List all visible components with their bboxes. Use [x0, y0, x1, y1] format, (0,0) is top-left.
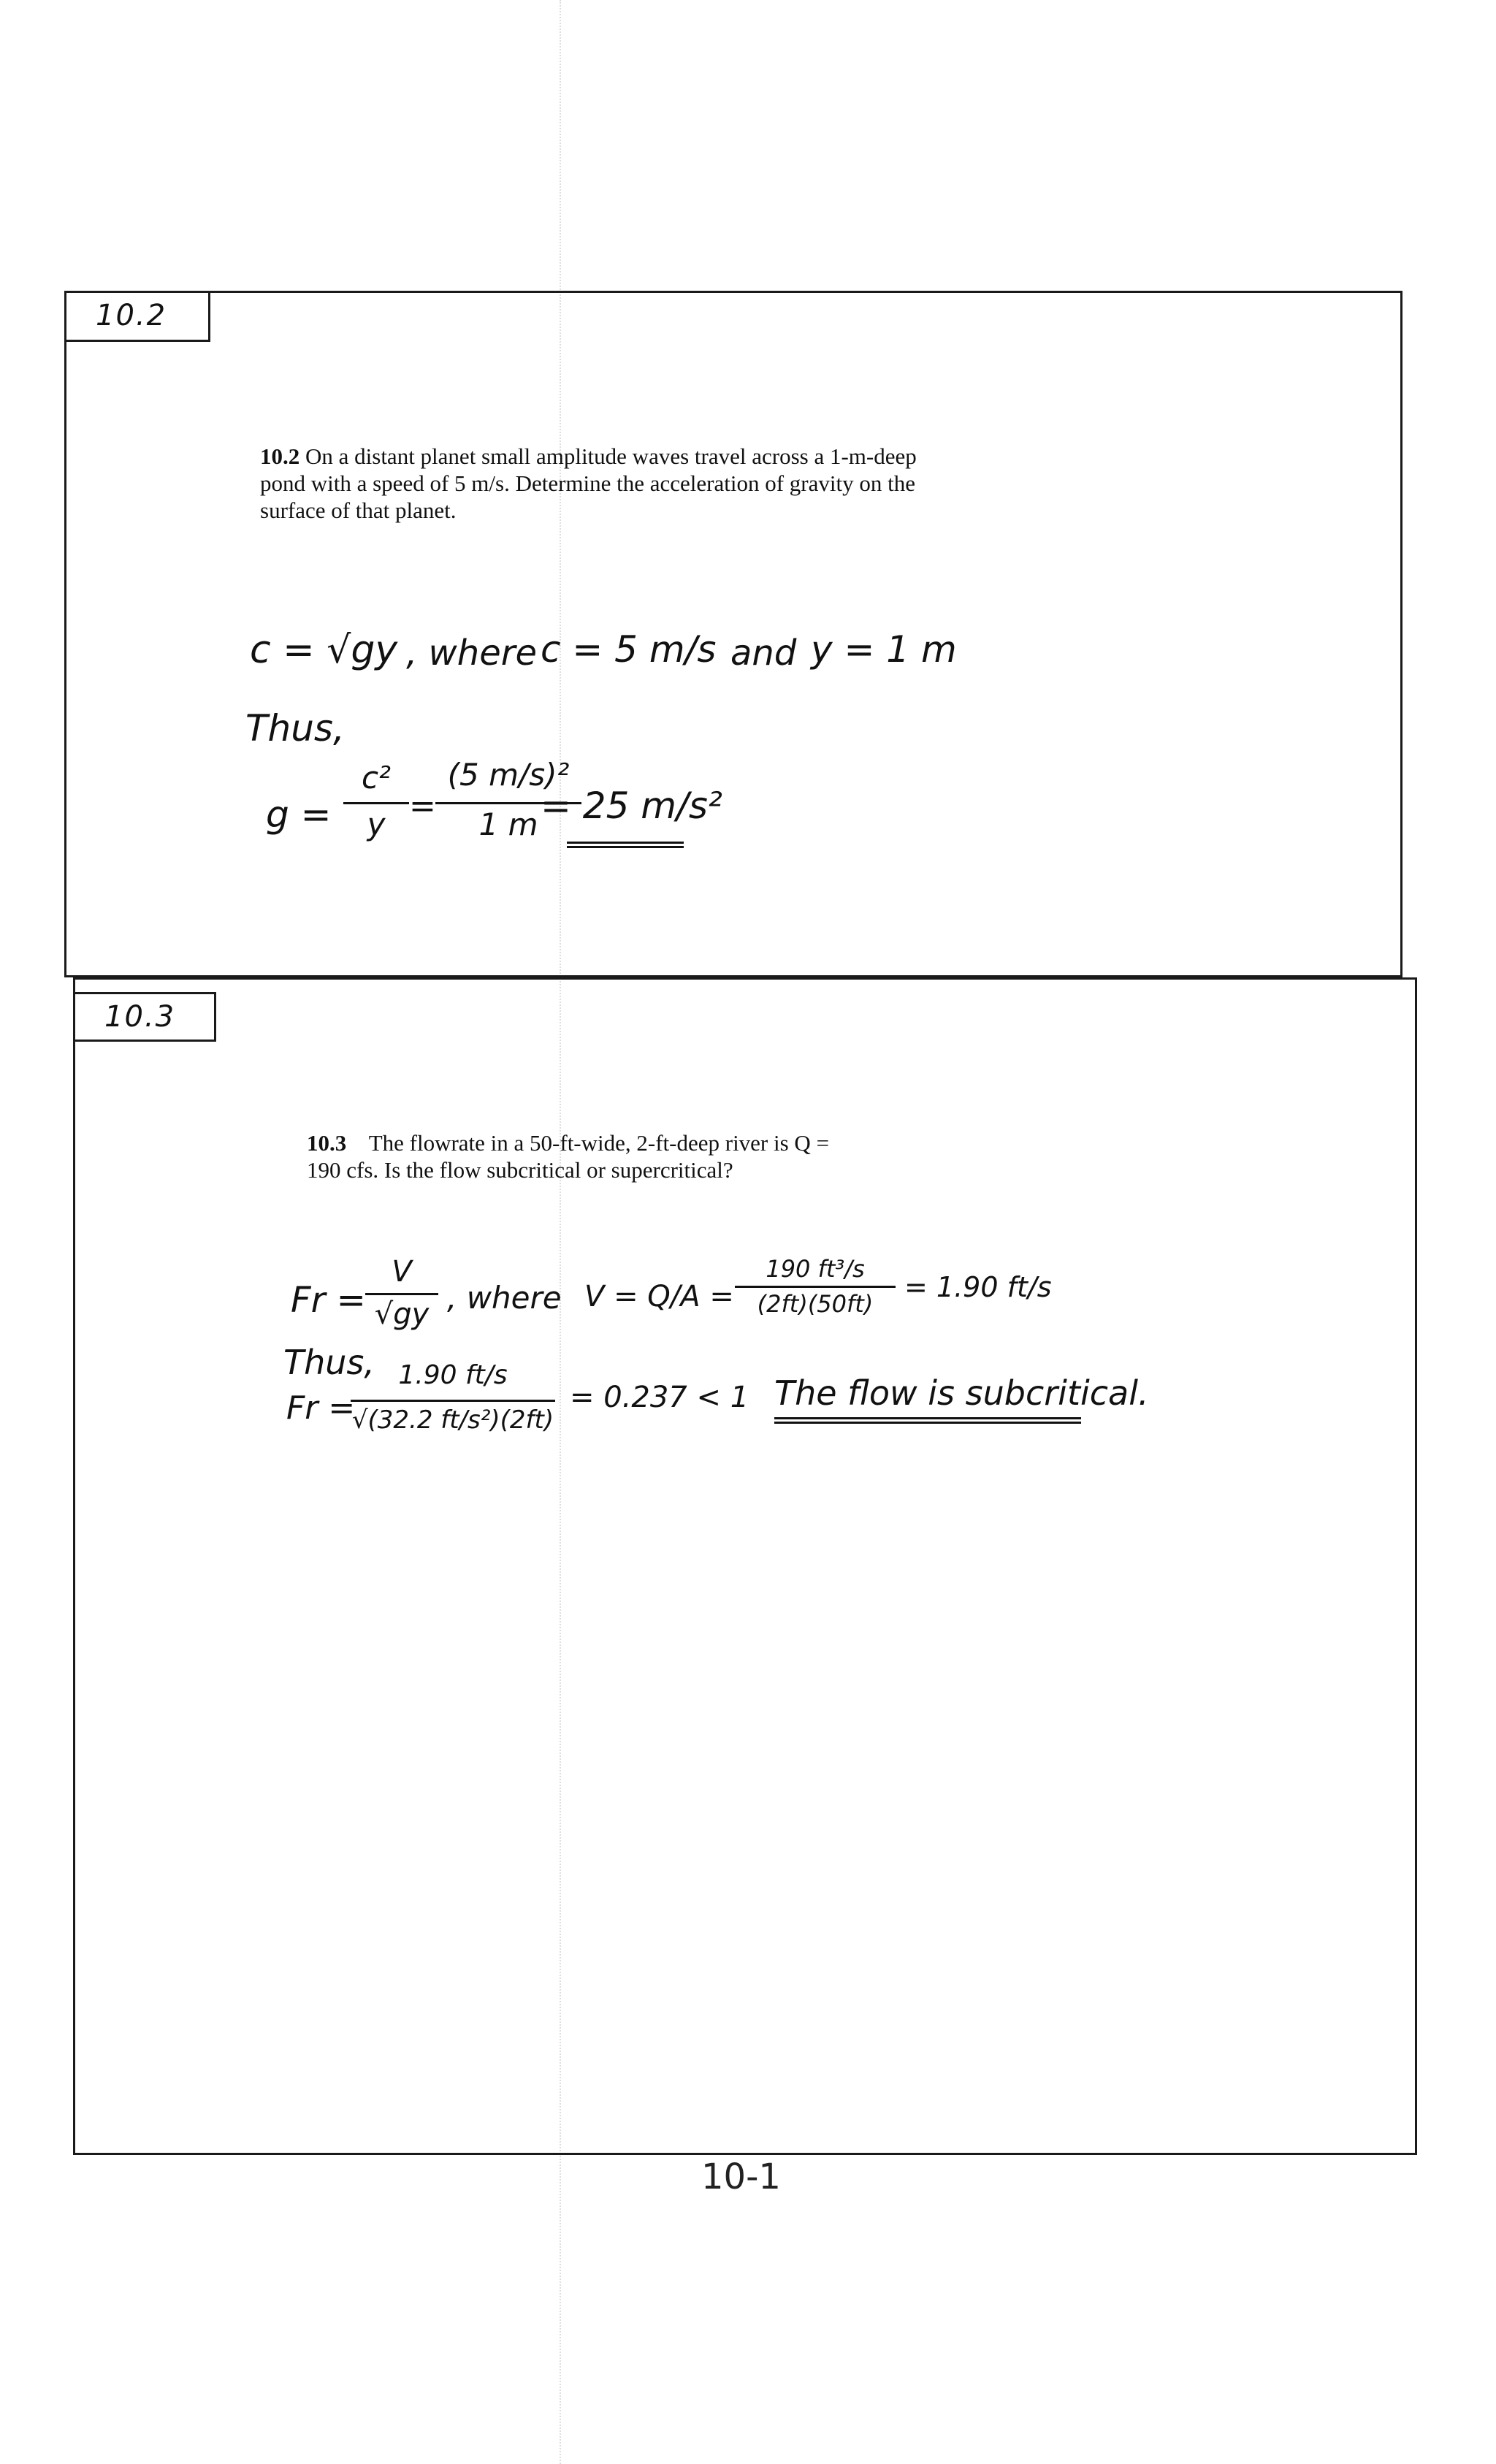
solution-10-2-thus: Thus, [245, 707, 345, 750]
solution-10-3-v-den: (2ft)(50ft) [757, 1290, 874, 1318]
solution-10-3-where: , where [447, 1280, 562, 1316]
solution-10-2-where: , where [406, 633, 537, 674]
solution-10-3-conclusion-underline [774, 1417, 1081, 1424]
solution-10-2-g-label: g = [266, 793, 332, 836]
solution-10-2-g-frac-num: c² [362, 760, 391, 796]
solution-10-3-fr2-num: 1.90 ft/s [398, 1360, 508, 1390]
solution-10-3-fr2-bar [351, 1400, 555, 1402]
solution-10-2-result: = 25 m/s² [541, 785, 722, 827]
solution-10-3-fr2-label: Fr = [286, 1389, 356, 1427]
solution-10-3-conclusion: The flow is subcritical. [774, 1373, 1149, 1413]
problem-10-3 [307, 1129, 833, 1183]
solution-10-2-y-value: y = 1 m [811, 628, 957, 671]
solution-10-3-thus: Thus, [283, 1343, 375, 1382]
solution-10-2-c-value: c = 5 m/s [541, 628, 717, 671]
problem-10-3-number: 10.3 [307, 1130, 347, 1156]
problem-10-2 [260, 443, 947, 524]
solution-10-3-v-bar [735, 1286, 896, 1288]
solution-10-2-eq: c = √gy [250, 628, 398, 672]
solution-10-3-v-num: 190 ft³/s [766, 1255, 865, 1283]
section-10-2-tag-label: 10.2 [96, 299, 167, 332]
solution-10-2-g-frac-bar [343, 802, 409, 804]
solution-10-3-v-def: V = Q/A = [584, 1280, 734, 1313]
solution-10-3-fr2-result: = 0.237 < 1 [570, 1381, 749, 1414]
solution-10-2-answer-underline [567, 842, 684, 848]
solution-10-2-g-frac-den: y [367, 806, 386, 842]
solution-10-3-fr-label: Fr = [291, 1280, 366, 1321]
page-number: 10-1 [701, 2156, 781, 2197]
solution-10-2-g-mid-num: (5 m/s)² [447, 757, 570, 793]
solution-10-3-fr2-den: √(32.2 ft/s²)(2ft) [351, 1405, 554, 1435]
section-10-3-tag [73, 992, 216, 1042]
problem-10-3-text: The flowrate in a 50-ft-wide, 2-ft-deep river is Q = 190 cfs. Is the flow subcritical or supercritical? [307, 1130, 830, 1183]
solution-10-2-eq-sign: = [409, 787, 436, 825]
solution-10-2-g-mid-den: 1 m [478, 806, 538, 842]
section-10-3-tag-label: 10.3 [104, 1000, 176, 1034]
solution-10-3-fr-bar [365, 1293, 438, 1295]
solution-10-3-fr-num: V [392, 1255, 412, 1289]
problem-10-2-text: On a distant planet small amplitude waves travel across a 1-m-deep pond with a speed of 5 m/s. Determine the acceleration of gravity on the surface of that planet. [260, 443, 917, 523]
solution-10-3-v-result: = 1.90 ft/s [904, 1271, 1052, 1303]
section-10-2-tag [64, 291, 210, 342]
problem-10-2-number: 10.2 [260, 443, 300, 469]
solution-10-3-fr-den: √gy [374, 1297, 430, 1331]
solution-10-2-and: and [730, 633, 797, 674]
